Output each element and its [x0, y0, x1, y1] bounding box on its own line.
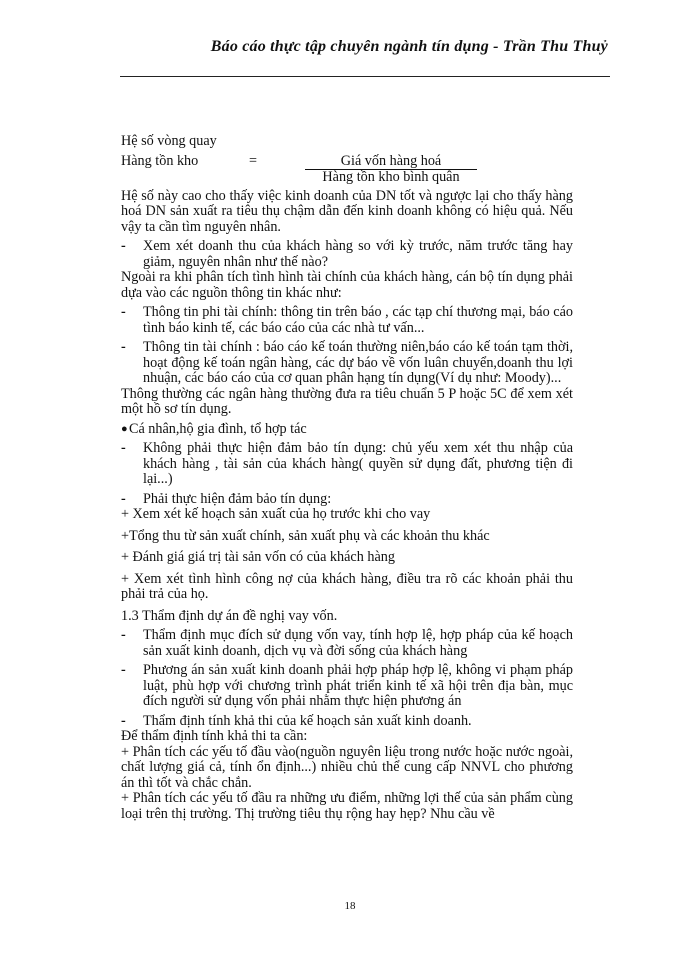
list-item-text: Phương án sản xuất kinh doanh phải hợp pháp hợp lệ, không vi phạm pháp luật, phù hợp với chương trình phát triển kinh tế xã hội trên địa bàn, mục đích người sử dụng vốn phải nhằm thực hiện phương án [143, 662, 573, 709]
list-item [121, 663, 573, 710]
page-header-title: Báo cáo thực tập chuyên ngành tín dụng - Trần Thu Thuỷ [210, 38, 608, 55]
list-item-text: Phải thực hiện đảm bảo tín dụng: [143, 490, 332, 507]
dash-marker: - [121, 339, 126, 355]
list-item [121, 492, 573, 508]
dot-heading-text: Cá nhân,hộ gia đình, tổ hợp tác [129, 420, 307, 437]
list-item [121, 340, 573, 387]
paragraph: Hệ số này cao cho thấy việc kinh doanh của DN tốt và ngược lại cho thấy hàng hoá DN sản xuất ra tiêu thụ chậm dẫn đến kinh doanh không có hiệu quả. Nếu vậy ta cần tìm nguyên nhân. [121, 187, 573, 235]
dash-marker: - [121, 490, 126, 507]
formula-denominator: Hàng tồn kho bình quân [322, 168, 460, 185]
dash-marker: - [121, 712, 126, 729]
list-item [121, 441, 573, 488]
list-item-text: Xem xét doanh thu của khách hàng so với kỳ trước, năm trước tăng hay giảm, nguyên nhân như thế nào? [143, 238, 573, 270]
header-divider [120, 76, 610, 77]
list-item-text: Thẩm định tính khả thi của kế hoạch sản xuất kinh doanh. [143, 712, 472, 729]
dot-marker: ● [121, 422, 128, 435]
formula-fraction [305, 154, 477, 185]
list-item-text: Không phải thực hiện đảm bảo tín dụng: chủ yếu xem xét thu nhập của khách hàng , tài sản của khách hàng( quyền sử dụng đất, phương tiện đi lại...) [143, 440, 573, 487]
list-item-text: Thông tin phi tài chính: thông tin trên báo , các tạp chí thương mại, báo cáo tình báo kinh tế, các báo cáo của các nhà tư vấn... [143, 304, 573, 336]
list-item-text: Thông tin tài chính : báo cáo kế toán thường niên,báo cáo kế toán tạm thời, hoạt động kế toán ngân hàng, các dự báo về vốn luân chuyển,doanh thu lợi nhuận, các báo cáo của cơ quan phân hạng tín dụng(Ví dụ như: Moody)... [143, 339, 573, 386]
formula-left: Hàng tồn kho [121, 152, 199, 169]
formula-numerator: Giá vốn hàng hoá [305, 154, 477, 170]
plus-item: + Đánh giá giá trị tài sản vốn có của khách hàng [121, 549, 395, 565]
dash-marker: - [121, 627, 126, 643]
paragraph: Để thẩm định tính khả thi ta cần: [121, 728, 308, 744]
list-item [121, 239, 573, 270]
page-number: 18 [344, 900, 356, 912]
section-heading: 1.3 Thẩm định dự án đề nghị vay vốn. [121, 607, 338, 624]
plus-item: +Tổng thu từ sản xuất chính, sản xuất phụ và các khoản thu khác [121, 527, 490, 544]
dash-marker: - [121, 440, 126, 456]
plus-item: + Phân tích các yếu tố đầu ra những ưu điểm, những lợi thế của sản phẩm cùng loại trên thị trường. Thị trường tiêu thụ rộng hay hẹp? Nhu cầu về [121, 790, 573, 822]
section-title: Hệ số vòng quay [121, 133, 217, 149]
list-item [121, 714, 573, 730]
paragraph: Ngoài ra khi phân tích tình hình tài chính của khách hàng, cán bộ tín dụng phải dựa vào các nguồn thông tin khác như: [121, 269, 573, 301]
formula-equals: = [249, 152, 258, 169]
list-item-text: Thẩm định mục đích sử dụng vốn vay, tính hợp lệ, hợp pháp của kế hoạch sản xuất kinh doanh, dịch vụ và đời sống của khách hàng [143, 627, 573, 659]
plus-item: + Phân tích các yếu tố đầu vào(nguồn nguyên liệu trong nước hoặc nước ngoài, chất lượng giá cả, tính ổn định...) nhiều chủ thể cung cấp NNVL cho phương án thì tốt và chắc chắn. [121, 743, 573, 791]
dash-marker: - [121, 304, 126, 320]
list-item [121, 305, 573, 336]
plus-item: + Xem xét tình hình công nợ của khách hàng, điều tra rõ các khoản phải thu phải trả của họ. [121, 570, 573, 602]
document-body [121, 134, 573, 822]
dash-marker: - [121, 238, 126, 254]
dot-heading [121, 422, 573, 438]
paragraph: Thông thường các ngân hàng thường đưa ra tiêu chuẩn 5 P hoặc 5C để xem xét một hồ sơ tín dụng. [121, 385, 573, 417]
plus-item: + Xem xét kế hoạch sản xuất của họ trước khi cho vay [121, 506, 431, 522]
dash-marker: - [121, 662, 126, 678]
inventory-turnover-formula [121, 154, 573, 185]
list-item [121, 628, 573, 659]
